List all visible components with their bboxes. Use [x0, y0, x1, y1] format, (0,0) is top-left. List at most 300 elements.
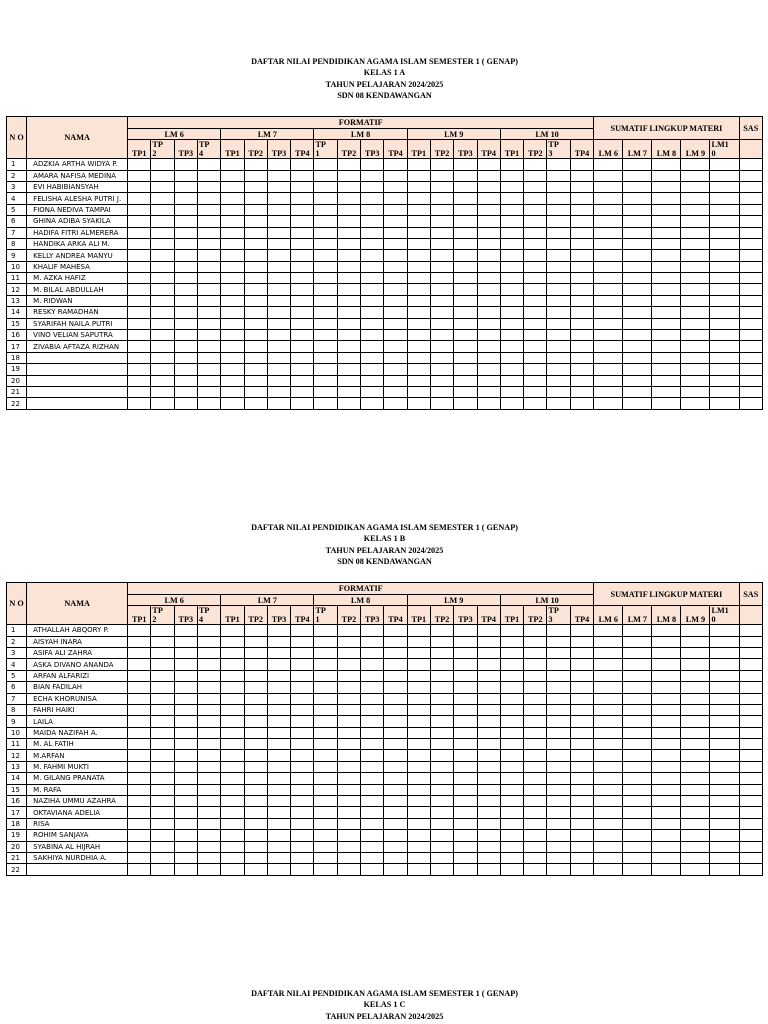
grade-cell[interactable] — [710, 181, 739, 192]
grade-cell[interactable] — [623, 796, 652, 807]
grade-cell[interactable] — [739, 625, 762, 636]
grade-cell[interactable] — [384, 830, 407, 841]
grade-cell[interactable] — [384, 227, 407, 238]
grade-cell[interactable] — [570, 693, 594, 704]
grade-cell[interactable] — [570, 216, 594, 227]
grade-cell[interactable] — [570, 227, 594, 238]
grade-cell[interactable] — [337, 261, 360, 272]
grade-cell[interactable] — [361, 659, 384, 670]
grade-cell[interactable] — [128, 216, 151, 227]
grade-cell[interactable] — [221, 853, 244, 864]
grade-cell[interactable] — [547, 238, 570, 249]
grade-cell[interactable] — [197, 398, 220, 409]
grade-cell[interactable] — [430, 318, 453, 329]
grade-cell[interactable] — [500, 784, 523, 795]
grade-cell[interactable] — [524, 387, 547, 398]
grade-cell[interactable] — [174, 773, 197, 784]
grade-cell[interactable] — [477, 238, 500, 249]
grade-cell[interactable] — [361, 647, 384, 658]
grade-cell[interactable] — [430, 273, 453, 284]
grade-cell[interactable] — [221, 318, 244, 329]
grade-cell[interactable] — [681, 193, 710, 204]
grade-cell[interactable] — [524, 159, 547, 170]
grade-cell[interactable] — [454, 318, 477, 329]
grade-cell[interactable] — [652, 807, 681, 818]
grade-cell[interactable] — [454, 773, 477, 784]
grade-cell[interactable] — [430, 818, 453, 829]
grade-cell[interactable] — [681, 181, 710, 192]
grade-cell[interactable] — [547, 273, 570, 284]
grade-cell[interactable] — [652, 364, 681, 375]
grade-cell[interactable] — [314, 739, 337, 750]
grade-cell[interactable] — [361, 670, 384, 681]
grade-cell[interactable] — [384, 295, 407, 306]
grade-cell[interactable] — [128, 364, 151, 375]
grade-cell[interactable] — [221, 364, 244, 375]
grade-cell[interactable] — [267, 341, 290, 352]
grade-cell[interactable] — [547, 818, 570, 829]
grade-cell[interactable] — [337, 796, 360, 807]
grade-cell[interactable] — [623, 727, 652, 738]
grade-cell[interactable] — [314, 238, 337, 249]
grade-cell[interactable] — [623, 238, 652, 249]
grade-cell[interactable] — [244, 807, 267, 818]
grade-cell[interactable] — [570, 341, 594, 352]
grade-cell[interactable] — [291, 227, 314, 238]
grade-cell[interactable] — [500, 261, 523, 272]
grade-cell[interactable] — [430, 307, 453, 318]
grade-cell[interactable] — [710, 636, 739, 647]
grade-cell[interactable] — [407, 261, 430, 272]
grade-cell[interactable] — [361, 716, 384, 727]
grade-cell[interactable] — [739, 750, 762, 761]
grade-cell[interactable] — [267, 773, 290, 784]
grade-cell[interactable] — [337, 682, 360, 693]
grade-cell[interactable] — [477, 364, 500, 375]
grade-cell[interactable] — [384, 159, 407, 170]
grade-cell[interactable] — [454, 193, 477, 204]
grade-cell[interactable] — [361, 352, 384, 363]
grade-cell[interactable] — [594, 670, 623, 681]
grade-cell[interactable] — [477, 830, 500, 841]
grade-cell[interactable] — [500, 227, 523, 238]
grade-cell[interactable] — [623, 670, 652, 681]
grade-cell[interactable] — [267, 204, 290, 215]
grade-cell[interactable] — [291, 284, 314, 295]
grade-cell[interactable] — [652, 181, 681, 192]
grade-cell[interactable] — [244, 704, 267, 715]
grade-cell[interactable] — [384, 273, 407, 284]
grade-cell[interactable] — [314, 807, 337, 818]
grade-cell[interactable] — [623, 750, 652, 761]
grade-cell[interactable] — [623, 716, 652, 727]
grade-cell[interactable] — [128, 181, 151, 192]
grade-cell[interactable] — [361, 784, 384, 795]
grade-cell[interactable] — [623, 739, 652, 750]
grade-cell[interactable] — [314, 250, 337, 261]
grade-cell[interactable] — [454, 682, 477, 693]
grade-cell[interactable] — [710, 704, 739, 715]
grade-cell[interactable] — [337, 727, 360, 738]
grade-cell[interactable] — [221, 818, 244, 829]
grade-cell[interactable] — [407, 307, 430, 318]
grade-cell[interactable] — [244, 341, 267, 352]
grade-cell[interactable] — [151, 659, 174, 670]
grade-cell[interactable] — [594, 796, 623, 807]
grade-cell[interactable] — [151, 818, 174, 829]
grade-cell[interactable] — [174, 727, 197, 738]
grade-cell[interactable] — [454, 352, 477, 363]
grade-cell[interactable] — [524, 318, 547, 329]
grade-cell[interactable] — [361, 284, 384, 295]
grade-cell[interactable] — [652, 216, 681, 227]
grade-cell[interactable] — [291, 318, 314, 329]
grade-cell[interactable] — [151, 739, 174, 750]
grade-cell[interactable] — [407, 170, 430, 181]
grade-cell[interactable] — [739, 864, 762, 875]
grade-cell[interactable] — [267, 238, 290, 249]
grade-cell[interactable] — [197, 784, 220, 795]
grade-cell[interactable] — [623, 216, 652, 227]
grade-cell[interactable] — [197, 295, 220, 306]
grade-cell[interactable] — [681, 204, 710, 215]
grade-cell[interactable] — [244, 853, 267, 864]
grade-cell[interactable] — [570, 807, 594, 818]
grade-cell[interactable] — [244, 227, 267, 238]
grade-cell[interactable] — [151, 807, 174, 818]
grade-cell[interactable] — [594, 238, 623, 249]
grade-cell[interactable] — [454, 625, 477, 636]
grade-cell[interactable] — [244, 284, 267, 295]
grade-cell[interactable] — [221, 739, 244, 750]
grade-cell[interactable] — [267, 784, 290, 795]
grade-cell[interactable] — [547, 398, 570, 409]
grade-cell[interactable] — [547, 387, 570, 398]
grade-cell[interactable] — [221, 864, 244, 875]
grade-cell[interactable] — [739, 181, 762, 192]
grade-cell[interactable] — [570, 841, 594, 852]
grade-cell[interactable] — [361, 864, 384, 875]
grade-cell[interactable] — [221, 693, 244, 704]
grade-cell[interactable] — [681, 387, 710, 398]
grade-cell[interactable] — [337, 238, 360, 249]
grade-cell[interactable] — [500, 341, 523, 352]
grade-cell[interactable] — [623, 818, 652, 829]
grade-cell[interactable] — [151, 693, 174, 704]
grade-cell[interactable] — [652, 830, 681, 841]
grade-cell[interactable] — [361, 818, 384, 829]
grade-cell[interactable] — [151, 864, 174, 875]
grade-cell[interactable] — [454, 727, 477, 738]
grade-cell[interactable] — [710, 352, 739, 363]
grade-cell[interactable] — [314, 398, 337, 409]
grade-cell[interactable] — [407, 704, 430, 715]
grade-cell[interactable] — [384, 216, 407, 227]
grade-cell[interactable] — [454, 295, 477, 306]
grade-cell[interactable] — [594, 216, 623, 227]
grade-cell[interactable] — [291, 330, 314, 341]
grade-cell[interactable] — [430, 841, 453, 852]
grade-cell[interactable] — [454, 273, 477, 284]
grade-cell[interactable] — [337, 773, 360, 784]
grade-cell[interactable] — [524, 227, 547, 238]
grade-cell[interactable] — [151, 830, 174, 841]
grade-cell[interactable] — [570, 375, 594, 386]
grade-cell[interactable] — [710, 204, 739, 215]
grade-cell[interactable] — [477, 761, 500, 772]
grade-cell[interactable] — [314, 853, 337, 864]
grade-cell[interactable] — [681, 739, 710, 750]
grade-cell[interactable] — [337, 307, 360, 318]
grade-cell[interactable] — [337, 704, 360, 715]
grade-cell[interactable] — [174, 364, 197, 375]
grade-cell[interactable] — [314, 284, 337, 295]
grade-cell[interactable] — [244, 181, 267, 192]
grade-cell[interactable] — [151, 716, 174, 727]
grade-cell[interactable] — [500, 387, 523, 398]
grade-cell[interactable] — [197, 375, 220, 386]
grade-cell[interactable] — [407, 739, 430, 750]
grade-cell[interactable] — [623, 307, 652, 318]
grade-cell[interactable] — [547, 807, 570, 818]
grade-cell[interactable] — [681, 284, 710, 295]
grade-cell[interactable] — [337, 659, 360, 670]
grade-cell[interactable] — [174, 796, 197, 807]
grade-cell[interactable] — [477, 398, 500, 409]
grade-cell[interactable] — [174, 807, 197, 818]
grade-cell[interactable] — [314, 181, 337, 192]
grade-cell[interactable] — [361, 204, 384, 215]
grade-cell[interactable] — [652, 170, 681, 181]
grade-cell[interactable] — [384, 636, 407, 647]
grade-cell[interactable] — [739, 159, 762, 170]
grade-cell[interactable] — [710, 375, 739, 386]
grade-cell[interactable] — [151, 625, 174, 636]
grade-cell[interactable] — [547, 352, 570, 363]
grade-cell[interactable] — [477, 261, 500, 272]
grade-cell[interactable] — [361, 364, 384, 375]
grade-cell[interactable] — [454, 216, 477, 227]
grade-cell[interactable] — [174, 341, 197, 352]
grade-cell[interactable] — [710, 773, 739, 784]
grade-cell[interactable] — [384, 284, 407, 295]
grade-cell[interactable] — [570, 682, 594, 693]
grade-cell[interactable] — [384, 375, 407, 386]
grade-cell[interactable] — [128, 193, 151, 204]
grade-cell[interactable] — [221, 727, 244, 738]
grade-cell[interactable] — [524, 682, 547, 693]
grade-cell[interactable] — [128, 341, 151, 352]
grade-cell[interactable] — [570, 250, 594, 261]
grade-cell[interactable] — [174, 818, 197, 829]
grade-cell[interactable] — [384, 352, 407, 363]
grade-cell[interactable] — [500, 193, 523, 204]
grade-cell[interactable] — [361, 773, 384, 784]
grade-cell[interactable] — [477, 216, 500, 227]
grade-cell[interactable] — [337, 670, 360, 681]
grade-cell[interactable] — [652, 818, 681, 829]
grade-cell[interactable] — [174, 716, 197, 727]
grade-cell[interactable] — [174, 352, 197, 363]
grade-cell[interactable] — [244, 375, 267, 386]
grade-cell[interactable] — [197, 181, 220, 192]
grade-cell[interactable] — [151, 784, 174, 795]
grade-cell[interactable] — [314, 341, 337, 352]
grade-cell[interactable] — [477, 682, 500, 693]
grade-cell[interactable] — [430, 796, 453, 807]
grade-cell[interactable] — [477, 204, 500, 215]
grade-cell[interactable] — [174, 227, 197, 238]
grade-cell[interactable] — [291, 193, 314, 204]
grade-cell[interactable] — [681, 261, 710, 272]
grade-cell[interactable] — [623, 227, 652, 238]
grade-cell[interactable] — [197, 227, 220, 238]
grade-cell[interactable] — [547, 693, 570, 704]
grade-cell[interactable] — [151, 727, 174, 738]
grade-cell[interactable] — [128, 807, 151, 818]
grade-cell[interactable] — [524, 307, 547, 318]
grade-cell[interactable] — [267, 739, 290, 750]
grade-cell[interactable] — [594, 761, 623, 772]
grade-cell[interactable] — [681, 352, 710, 363]
grade-cell[interactable] — [454, 375, 477, 386]
grade-cell[interactable] — [547, 307, 570, 318]
grade-cell[interactable] — [500, 716, 523, 727]
grade-cell[interactable] — [594, 307, 623, 318]
grade-cell[interactable] — [739, 204, 762, 215]
grade-cell[interactable] — [710, 284, 739, 295]
grade-cell[interactable] — [570, 796, 594, 807]
grade-cell[interactable] — [337, 739, 360, 750]
grade-cell[interactable] — [407, 398, 430, 409]
grade-cell[interactable] — [337, 181, 360, 192]
grade-cell[interactable] — [384, 387, 407, 398]
grade-cell[interactable] — [570, 364, 594, 375]
grade-cell[interactable] — [524, 647, 547, 658]
grade-cell[interactable] — [500, 739, 523, 750]
grade-cell[interactable] — [500, 682, 523, 693]
grade-cell[interactable] — [407, 250, 430, 261]
grade-cell[interactable] — [244, 364, 267, 375]
grade-cell[interactable] — [430, 807, 453, 818]
grade-cell[interactable] — [244, 330, 267, 341]
grade-cell[interactable] — [524, 352, 547, 363]
grade-cell[interactable] — [739, 341, 762, 352]
grade-cell[interactable] — [739, 682, 762, 693]
grade-cell[interactable] — [314, 704, 337, 715]
grade-cell[interactable] — [547, 193, 570, 204]
grade-cell[interactable] — [337, 864, 360, 875]
grade-cell[interactable] — [267, 818, 290, 829]
grade-cell[interactable] — [314, 727, 337, 738]
grade-cell[interactable] — [221, 341, 244, 352]
grade-cell[interactable] — [128, 818, 151, 829]
grade-cell[interactable] — [570, 773, 594, 784]
grade-cell[interactable] — [174, 670, 197, 681]
grade-cell[interactable] — [652, 318, 681, 329]
grade-cell[interactable] — [739, 238, 762, 249]
grade-cell[interactable] — [681, 273, 710, 284]
grade-cell[interactable] — [652, 704, 681, 715]
grade-cell[interactable] — [681, 716, 710, 727]
grade-cell[interactable] — [652, 773, 681, 784]
grade-cell[interactable] — [291, 727, 314, 738]
grade-cell[interactable] — [151, 284, 174, 295]
grade-cell[interactable] — [267, 352, 290, 363]
grade-cell[interactable] — [570, 750, 594, 761]
grade-cell[interactable] — [197, 387, 220, 398]
grade-cell[interactable] — [314, 330, 337, 341]
grade-cell[interactable] — [197, 636, 220, 647]
grade-cell[interactable] — [500, 727, 523, 738]
grade-cell[interactable] — [384, 330, 407, 341]
grade-cell[interactable] — [151, 647, 174, 658]
grade-cell[interactable] — [681, 216, 710, 227]
grade-cell[interactable] — [681, 670, 710, 681]
grade-cell[interactable] — [128, 284, 151, 295]
grade-cell[interactable] — [244, 398, 267, 409]
grade-cell[interactable] — [454, 659, 477, 670]
grade-cell[interactable] — [710, 170, 739, 181]
grade-cell[interactable] — [710, 841, 739, 852]
grade-cell[interactable] — [384, 750, 407, 761]
grade-cell[interactable] — [291, 670, 314, 681]
grade-cell[interactable] — [594, 364, 623, 375]
grade-cell[interactable] — [454, 864, 477, 875]
grade-cell[interactable] — [430, 295, 453, 306]
grade-cell[interactable] — [681, 295, 710, 306]
grade-cell[interactable] — [477, 250, 500, 261]
grade-cell[interactable] — [739, 375, 762, 386]
grade-cell[interactable] — [314, 318, 337, 329]
grade-cell[interactable] — [314, 784, 337, 795]
grade-cell[interactable] — [430, 250, 453, 261]
grade-cell[interactable] — [623, 682, 652, 693]
grade-cell[interactable] — [291, 398, 314, 409]
grade-cell[interactable] — [500, 773, 523, 784]
grade-cell[interactable] — [128, 250, 151, 261]
grade-cell[interactable] — [314, 227, 337, 238]
grade-cell[interactable] — [197, 853, 220, 864]
grade-cell[interactable] — [384, 307, 407, 318]
grade-cell[interactable] — [244, 193, 267, 204]
grade-cell[interactable] — [594, 193, 623, 204]
grade-cell[interactable] — [407, 682, 430, 693]
grade-cell[interactable] — [314, 796, 337, 807]
grade-cell[interactable] — [430, 204, 453, 215]
grade-cell[interactable] — [739, 216, 762, 227]
grade-cell[interactable] — [267, 375, 290, 386]
grade-cell[interactable] — [151, 261, 174, 272]
grade-cell[interactable] — [710, 761, 739, 772]
grade-cell[interactable] — [244, 659, 267, 670]
grade-cell[interactable] — [594, 170, 623, 181]
grade-cell[interactable] — [524, 398, 547, 409]
grade-cell[interactable] — [623, 636, 652, 647]
grade-cell[interactable] — [547, 250, 570, 261]
grade-cell[interactable] — [652, 796, 681, 807]
grade-cell[interactable] — [291, 659, 314, 670]
grade-cell[interactable] — [407, 784, 430, 795]
grade-cell[interactable] — [652, 159, 681, 170]
grade-cell[interactable] — [337, 398, 360, 409]
grade-cell[interactable] — [477, 659, 500, 670]
grade-cell[interactable] — [151, 375, 174, 386]
grade-cell[interactable] — [197, 352, 220, 363]
grade-cell[interactable] — [244, 295, 267, 306]
grade-cell[interactable] — [151, 307, 174, 318]
grade-cell[interactable] — [430, 330, 453, 341]
